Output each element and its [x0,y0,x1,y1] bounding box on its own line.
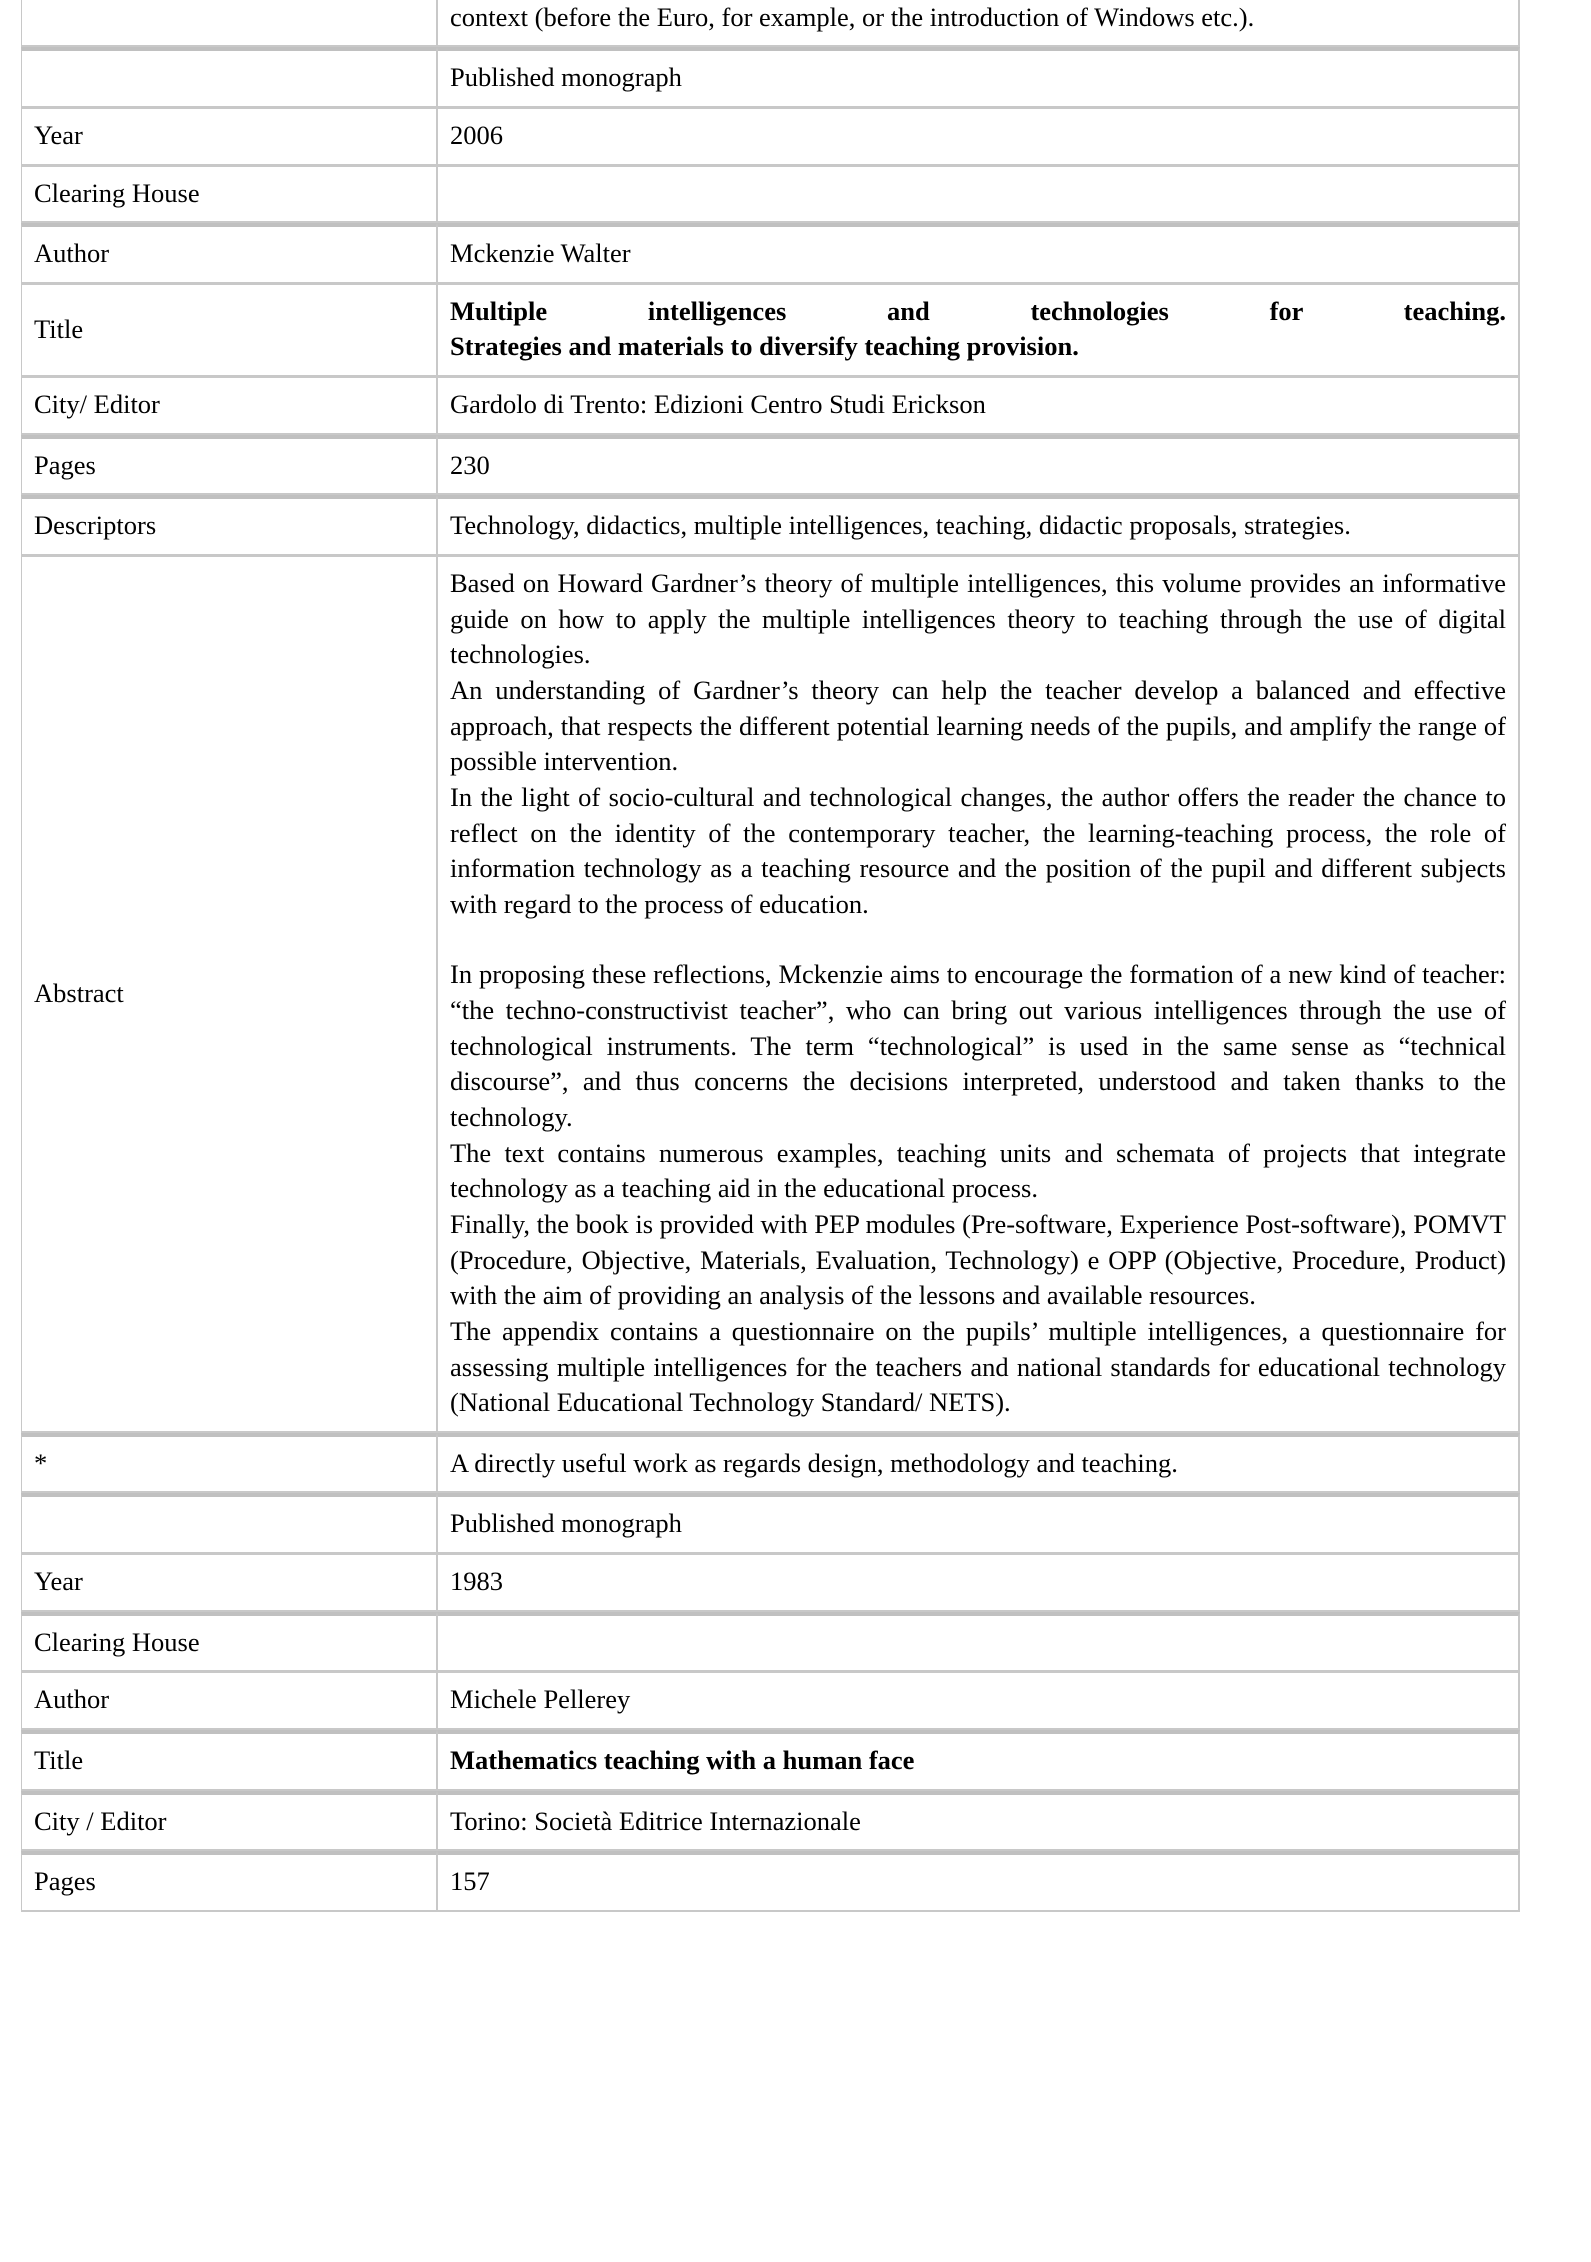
field-value [437,284,1520,377]
table-row [21,47,1520,108]
table-row [21,284,1520,377]
field-value [437,1433,1520,1494]
field-label [21,1493,437,1554]
pages-value-2: 157 [450,1866,490,1897]
year-value-2: 1983 [450,1566,503,1597]
city-editor-value-2: Torino: Società Editrice Internazionale [450,1805,861,1836]
abstract-paragraph: Finally, the book is provided with PEP modules (Pre-software, Experience Post-software), POMVT (Procedure, Objective, Materials, Evaluation, Technology) e OPP (Objective, Procedure, Product) with the aim of providing an analysis of the lessons and available resources. [450,1208,1506,1311]
title-value-2: Mathematics teaching with a human face [450,1744,915,1775]
table-row [21,1612,1520,1673]
field-value [437,223,1520,284]
publication-type: Published monograph [450,62,682,93]
field-value [437,1851,1520,1912]
table-row [21,556,1520,1433]
table-row [21,166,1520,224]
year-value: 2006 [450,119,503,150]
table-row [21,435,1520,496]
field-label-title-2: Title [21,1730,437,1791]
field-value [437,1612,1520,1673]
field-value [437,166,1520,224]
annotation-value: A directly useful work as regards design, methodology and teaching. [450,1447,1178,1478]
field-label-descriptors: Descriptors [21,495,437,556]
pages-value: 230 [450,449,490,480]
field-value [437,377,1520,435]
field-label-pages: Pages [21,435,437,496]
field-value [437,47,1520,108]
field-value [437,435,1520,496]
descriptors-value: Technology, didactics, multiple intelligences, teaching, didactic proposals, strategies. [450,510,1351,541]
continued-text-line-2: context (before the Euro, for example, or the introduction of Windows etc.). [450,1,1255,32]
field-value [437,1493,1520,1554]
abstract-paragraph: Based on Howard Gardner’s theory of multiple intelligences, this volume provides an informative guide on how to apply the multiple intelligences theory to teaching through the use of digital technologies. [450,568,1506,670]
record-table-clip [21,0,1520,2230]
field-label-clearing-house: Clearing House [21,166,437,224]
table-row [21,108,1520,166]
table-row [21,1791,1520,1852]
table-row [21,1493,1520,1554]
abstract-paragraph: In the light of socio-cultural and technological changes, the author offers the reader the chance to reflect on the identity of the contemporary teacher, the learning-teaching process, the role of information technology as a teaching resource and the position of the pupil and different subjects with regard to the process of education. [450,781,1506,919]
field-label-city-editor: City/ Editor [21,377,437,435]
field-label-abstract: Abstract [21,556,437,1433]
publication-type-2: Published monograph [450,1508,682,1539]
table-row [21,223,1520,284]
table-row [21,377,1520,435]
title-line-1: Multiple intelligences and technologies for teaching. [450,295,1506,326]
table-row [21,495,1520,556]
bibliographic-record-table [21,0,1520,1912]
field-label-year-2: Year [21,1554,437,1612]
field-value [437,495,1520,556]
author-value: Mckenzie Walter [450,238,631,269]
field-label-author-2: Author [21,1672,437,1730]
field-label-asterisk: * [21,1433,437,1494]
abstract-paragraph-spacer [450,922,1506,957]
field-value [437,1730,1520,1791]
field-value [437,1672,1520,1730]
field-value [437,556,1520,1433]
city-editor-value: Gardolo di Trento: Edizioni Centro Studi Erickson [450,389,986,420]
field-label [21,47,437,108]
table-row [21,1433,1520,1494]
field-label-year: Year [21,108,437,166]
abstract-value [450,566,1506,1421]
author-value-2: Michele Pellerey [450,1684,631,1715]
field-value [437,1554,1520,1612]
field-value [437,1791,1520,1852]
table-row [21,1851,1520,1912]
field-value [437,108,1520,166]
table-row [21,1672,1520,1730]
abstract-paragraph: An understanding of Gardner’s theory can help the teacher develop a balanced and effective approach, that respects the different potential learning needs of the pupils, and amplify the range of possible intervention. [450,674,1506,777]
field-label-author: Author [21,223,437,284]
field-value [437,0,1520,47]
field-label-title: Title [21,284,437,377]
title-line-2: Strategies and materials to diversify teaching provision. [450,331,1079,362]
abstract-paragraph: The appendix contains a questionnaire on the pupils’ multiple intelligences, a questionnaire for assessing multiple intelligences for the teachers and national standards for educational technology (National Educational Technology Standard/ NETS). [450,1315,1506,1418]
abstract-paragraph: In proposing these reflections, Mckenzie aims to encourage the formation of a new kind of teacher: “the techno-constructivist teacher”, who can bring out various intelligences through the use of technological instruments. The term “technological” is used in the same sense as “technical discourse”, and thus concerns the decisions interpreted, understood and taken thanks to the technology. [450,959,1506,1133]
table-row [21,1730,1520,1791]
field-label [21,0,437,47]
abstract-paragraph: The text contains numerous examples, teaching units and schemata of projects that integrate technology as a teaching aid in the educational process. [450,1137,1506,1204]
field-label-clearing-house-2: Clearing House [21,1612,437,1673]
field-label-pages-2: Pages [21,1851,437,1912]
field-label-city-editor-2: City / Editor [21,1791,437,1852]
table-row [21,0,1520,47]
table-row [21,1554,1520,1612]
